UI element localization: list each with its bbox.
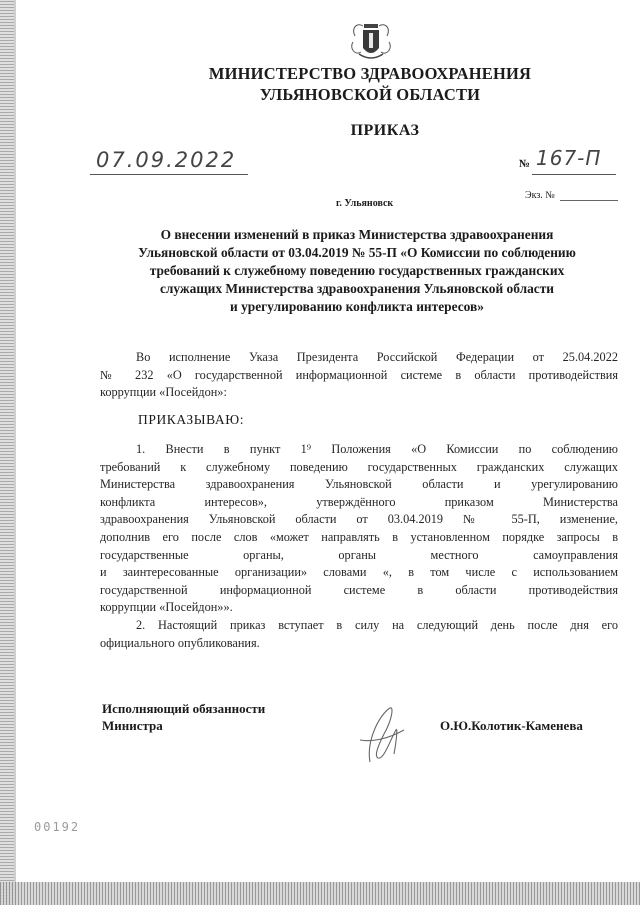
signatory-position-line1: Исполняющий обязанности bbox=[102, 701, 266, 716]
item-1-line: дополнив его после слов «может направлять в установленном порядке запросы в bbox=[100, 529, 618, 544]
date-underline bbox=[90, 174, 248, 175]
archive-stamp-number: 00192 bbox=[34, 820, 81, 834]
item-1-line: 1. Внести в пункт 1⁹ Положения «О Комиссии по соблюдению bbox=[136, 442, 618, 456]
order-word: ПРИКАЗЫВАЮ: bbox=[138, 412, 245, 427]
coat-of-arms-icon bbox=[347, 18, 395, 66]
item-1-line: конфликта интересов», утверждённого приказом Министерства bbox=[100, 494, 618, 509]
document-type-title: ПРИКАЗ bbox=[350, 122, 420, 139]
signatory-position bbox=[102, 700, 265, 734]
document-date: 07.09.2022 bbox=[96, 148, 237, 172]
ministry-name-line1: МИНИСТЕРСТВО ЗДРАВООХРАНЕНИЯ bbox=[208, 64, 532, 83]
subject-line: служащих Министерства здравоохранения Ульяновской области bbox=[159, 281, 555, 296]
document-subject bbox=[112, 226, 602, 316]
item-2-paragraph bbox=[100, 617, 618, 652]
city: г. Ульяновск bbox=[336, 198, 394, 209]
subject-line: и урегулированию конфликта интересов» bbox=[230, 299, 484, 314]
preamble-line: № 232 «О государственной информационной системе в области противодействия bbox=[100, 367, 618, 382]
preamble-line: коррупции «Посейдон»: bbox=[100, 385, 227, 400]
preamble-line: Во исполнение Указа Президента Российской Федерации от 25.04.2022 bbox=[136, 350, 618, 364]
item-1-line: требований к служебному поведению государственных гражданских служащих bbox=[100, 459, 618, 474]
signatory-name: О.Ю.Колотик-Каменева bbox=[440, 718, 583, 733]
copy-number-label: Экз. № bbox=[525, 190, 555, 201]
subject-line: О внесении изменений в приказ Министерства здравоохранения bbox=[160, 227, 554, 242]
item-1-line: и заинтересованные организации» словами «, в том числе с использованием bbox=[100, 565, 618, 580]
item-1-line: государственные органы, органы местного самоуправления bbox=[100, 547, 618, 562]
item-1-line: коррупции «Посейдон»». bbox=[100, 600, 233, 615]
item-2-line: 2. Настоящий приказ вступает в силу на следующий день после дня его bbox=[136, 618, 618, 632]
item-2-line: официального опубликования. bbox=[100, 635, 260, 650]
copy-number-line bbox=[560, 200, 618, 201]
document-number: 167-П bbox=[536, 146, 602, 170]
number-label: № bbox=[519, 158, 531, 170]
number-underline bbox=[532, 174, 616, 175]
subject-line: требований к служебному поведению государственных гражданских bbox=[149, 263, 565, 278]
item-1-line: государственной информационной системе в области противодействия bbox=[100, 582, 618, 597]
scan-edge-bottom bbox=[0, 882, 640, 905]
item-1-line: Министерства здравоохранения Ульяновской области и урегулированию bbox=[100, 477, 618, 492]
handwritten-signature bbox=[340, 700, 420, 770]
item-1-line: здравоохранения Ульяновской области от 03.04.2019 № 55-П, изменение, bbox=[100, 512, 618, 527]
subject-line: Ульяновской области от 03.04.2019 № 55-П «О Комиссии по соблюдению bbox=[138, 245, 576, 260]
preamble-paragraph bbox=[100, 349, 618, 402]
item-1-paragraph bbox=[100, 441, 618, 617]
signatory-position-line2: Министра bbox=[102, 718, 163, 733]
ministry-name-line2: УЛЬЯНОВСКОЙ ОБЛАСТИ bbox=[259, 85, 481, 104]
